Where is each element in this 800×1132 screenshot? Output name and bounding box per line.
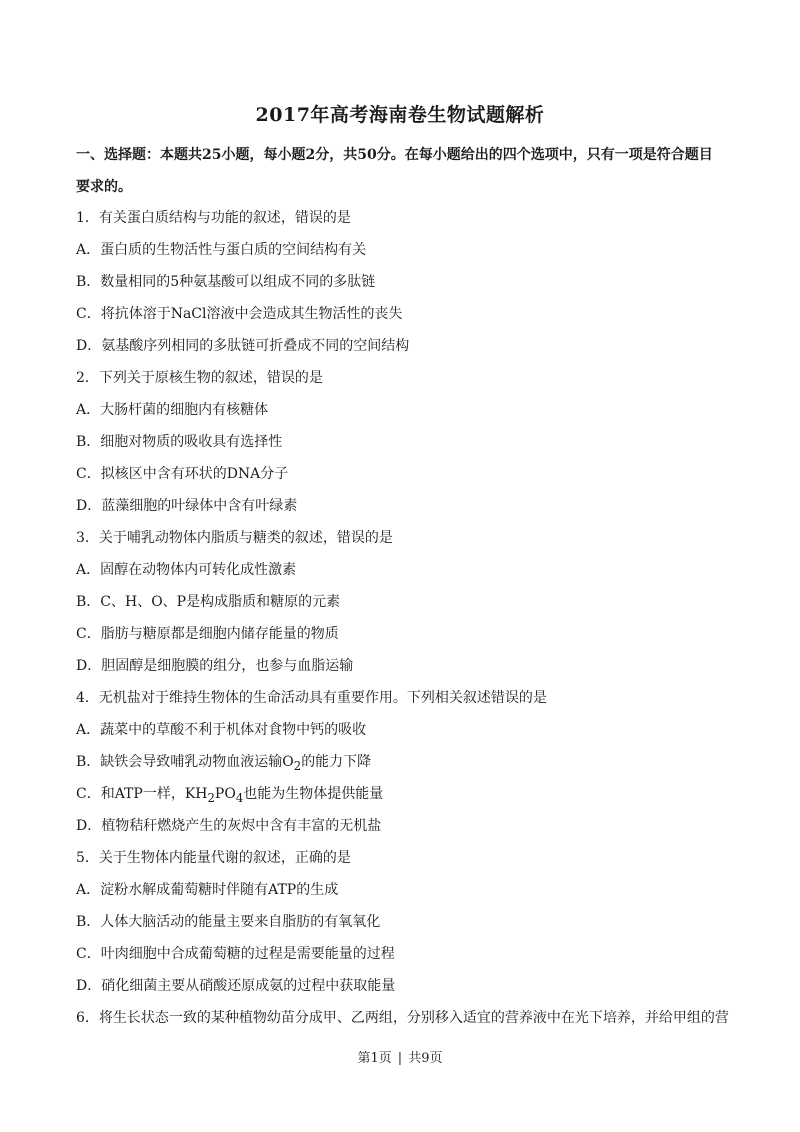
question-4-option-b <box>76 752 736 776</box>
option-c-text-end: 也能为生物体提供能量 <box>243 786 384 802</box>
question-5-option-b: B．人体大脑活动的能量主要来自脂肪的有氧氧化 <box>76 914 381 930</box>
page-footer <box>0 1047 800 1066</box>
subscript: 2 <box>293 758 302 773</box>
option-b-text-end: 的能力下降 <box>301 754 372 770</box>
question-5-option-c: C．叶肉细胞中合成葡萄糖的过程是需要能量的过程 <box>76 946 395 962</box>
question-1-option-a: A．蛋白质的生物活性与蛋白质的空间结构有关 <box>76 242 367 258</box>
question-6-stem: 6．将生长状态一致的某种植物幼苗分成甲、乙两组，分别移入适宜的营养液中在光下培养，并给甲组的营 <box>76 1010 729 1026</box>
section-heading-line-2: 要求的。 <box>76 179 132 195</box>
question-2-stem: 2．下列关于原核生物的叙述，错误的是 <box>76 370 323 386</box>
footer-separator: | <box>397 1051 403 1066</box>
question-3-option-a: A．固醇在动物体内可转化成性激素 <box>76 562 297 578</box>
question-4-option-d: D．植物秸秆燃烧产生的灰烬中含有丰富的无机盐 <box>76 818 382 834</box>
question-3-option-d: D．胆固醇是细胞膜的组分，也参与血脂运输 <box>76 658 354 674</box>
question-1-option-d: D．氨基酸序列相同的多肽链可折叠成不同的空间结构 <box>76 338 410 354</box>
question-5-stem: 5．关于生物体内能量代谢的叙述，正确的是 <box>76 850 351 866</box>
question-3-stem: 3．关于哺乳动物体内脂质与糖类的叙述，错误的是 <box>76 530 393 546</box>
question-2-option-a: A．大肠杆菌的细胞内有核糖体 <box>76 402 269 418</box>
question-4-option-c <box>76 784 736 808</box>
question-3-option-c: C．脂肪与糖原都是细胞内储存能量的物质 <box>76 626 339 642</box>
question-2-option-c: C．拟核区中含有环状的DNA分子 <box>76 466 289 482</box>
page-number: 第1页 <box>357 1051 392 1066</box>
question-5-option-a: A．淀粉水解成葡萄糖时伴随有ATP的生成 <box>76 882 339 898</box>
option-c-text: C．和ATP一样，KH <box>76 786 208 802</box>
subscript: 2 <box>207 790 215 805</box>
option-c-formula: PO <box>214 786 236 802</box>
question-1-stem: 1．有关蛋白质结构与功能的叙述，错误的是 <box>76 210 351 226</box>
question-5-option-d: D．硝化细菌主要从硝酸还原成氨的过程中获取能量 <box>76 978 396 994</box>
question-4-stem: 4．无机盐对于维持生物体的生命活动具有重要作用。下列相关叙述错误的是 <box>76 690 547 706</box>
question-4-option-a: A．蔬菜中的草酸不利于机体对食物中钙的吸收 <box>76 722 367 738</box>
option-b-text: B．缺铁会导致哺乳动物血液运输O <box>76 754 294 770</box>
document-title: 2017年高考海南卷生物试题解析 <box>255 104 545 126</box>
subscript: 4 <box>235 790 244 805</box>
question-1-option-b: B．数量相同的5种氨基酸可以组成不同的多肽链 <box>76 274 376 290</box>
question-3-option-b: B．C、H、O、P是构成脂质和糖原的元素 <box>76 594 341 610</box>
question-2-option-b: B．细胞对物质的吸收具有选择性 <box>76 434 283 450</box>
page-total: 共9页 <box>408 1051 443 1066</box>
question-2-option-d: D．蓝藻细胞的叶绿体中含有叶绿素 <box>76 498 298 514</box>
section-heading-line-1: 一、选择题：本题共25小题，每小题2分，共50分。在每小题给出的四个选项中，只有一项是符合题目 <box>76 147 713 163</box>
question-1-option-c: C．将抗体溶于NaCl溶液中会造成其生物活性的丧失 <box>76 306 403 322</box>
